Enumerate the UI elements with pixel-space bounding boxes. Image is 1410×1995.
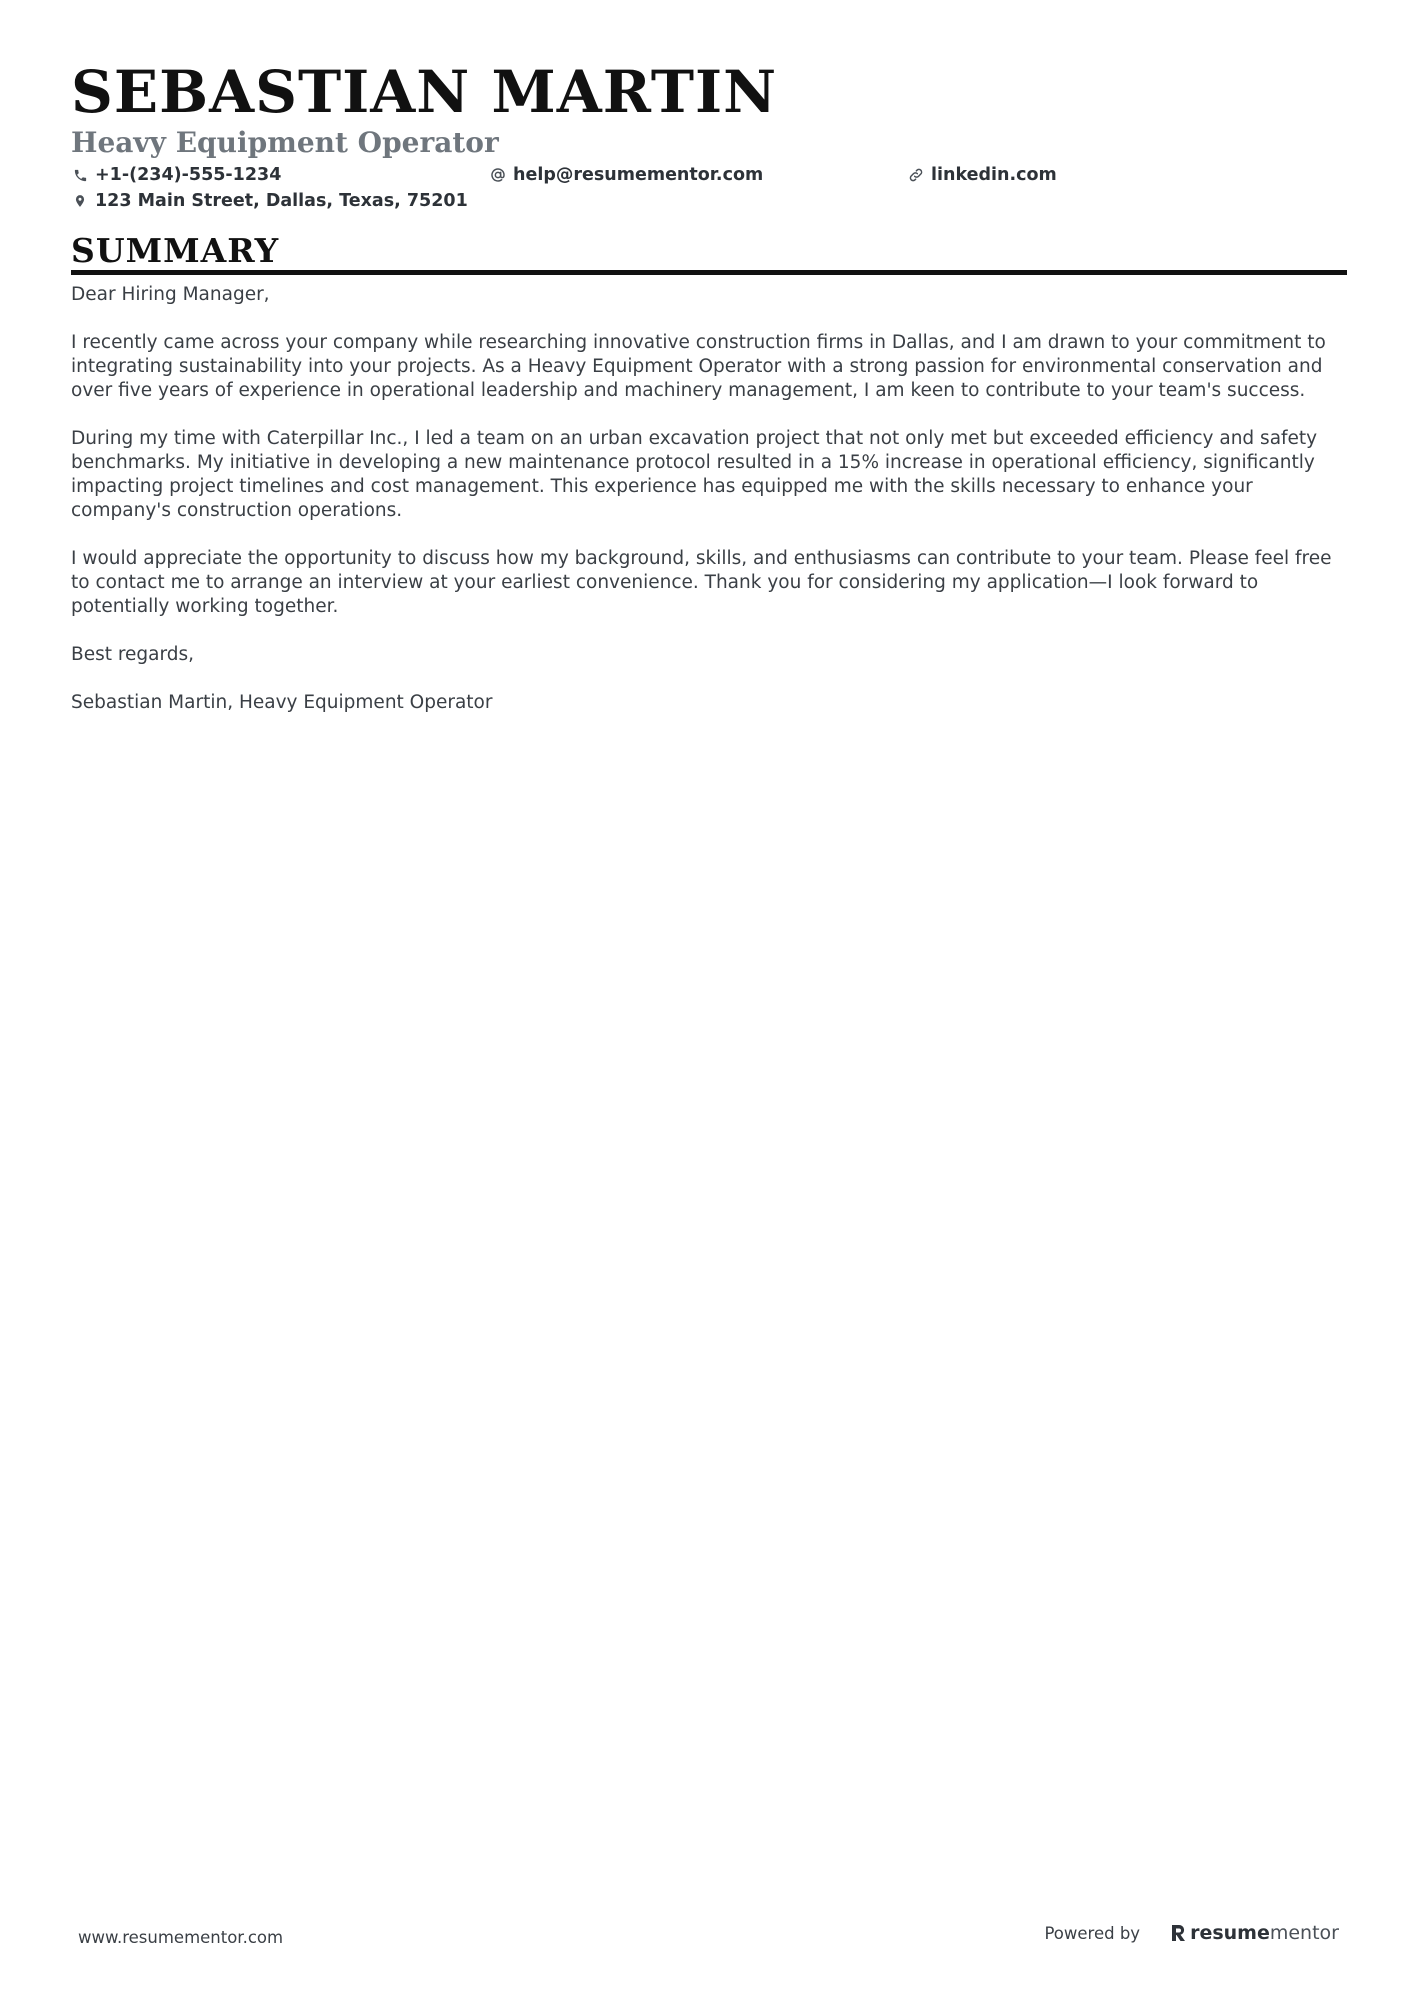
powered-by-label: Powered by xyxy=(1044,1923,1141,1943)
letter-body xyxy=(71,283,1347,715)
phone-number[interactable]: +1-(234)-555-1234 xyxy=(95,165,282,185)
contact-block xyxy=(71,162,1347,216)
email-address[interactable]: help@resumementor.com xyxy=(513,165,764,185)
letter-closing: Best regards, xyxy=(71,644,195,665)
letter-paragraph: I would appreciate the opportunity to discuss how my background, skills, and enthusiasms can contribute to your team. Please feel free to contact me to arrange an interview at your earliest convenience. Thank you for considering my application—I look forward to potentially working together. xyxy=(71,548,1332,617)
job-title: Heavy Equipment Operator xyxy=(71,126,499,159)
summary-heading: SUMMARY xyxy=(71,231,280,270)
footer-website[interactable]: www.resumementor.com xyxy=(78,1928,284,1947)
link-icon xyxy=(907,166,925,184)
cover-letter-page xyxy=(71,58,1347,739)
brand-text-light: mentor xyxy=(1269,1922,1339,1944)
letter-salutation: Dear Hiring Manager, xyxy=(71,284,270,305)
letter-signature: Sebastian Martin, Heavy Equipment Operator xyxy=(71,692,493,713)
street-address: 123 Main Street, Dallas, Texas, 75201 xyxy=(95,191,468,211)
at-icon xyxy=(489,166,507,184)
section-divider xyxy=(71,270,1347,275)
brand-logo[interactable] xyxy=(1170,1922,1339,1944)
contact-phone xyxy=(71,162,281,188)
contact-website xyxy=(907,162,1057,188)
location-pin-icon xyxy=(71,192,89,210)
website-link[interactable]: linkedin.com xyxy=(931,165,1057,185)
brand-text-bold: resume xyxy=(1190,1922,1270,1944)
brand-mark-icon xyxy=(1170,1923,1186,1943)
candidate-name: SEBASTIAN MARTIN xyxy=(71,58,778,126)
footer-branding xyxy=(1044,1922,1339,1944)
letter-paragraph: During my time with Caterpillar Inc., I led a team on an urban excavation project that not only met but exceeded efficiency and safety benchmarks. My initiative in developing a new maintenance protocol resulted in a 15% increase in operational efficiency, significantly impacting project timelines and cost management. This experience has equipped me with the skills necessary to enhance your company's construction operations. xyxy=(71,428,1318,521)
letter-paragraph: I recently came across your company while researching innovative construction firms in Dallas, and I am drawn to your commitment to integrating sustainability into your projects. As a Heavy Equipment Operator with a strong passion for environmental conservation and over five years of experience in operational leadership and machinery management, I am keen to contribute to your team's success. xyxy=(71,332,1326,401)
phone-icon xyxy=(71,166,89,184)
contact-address xyxy=(71,188,468,214)
contact-email xyxy=(489,162,763,188)
